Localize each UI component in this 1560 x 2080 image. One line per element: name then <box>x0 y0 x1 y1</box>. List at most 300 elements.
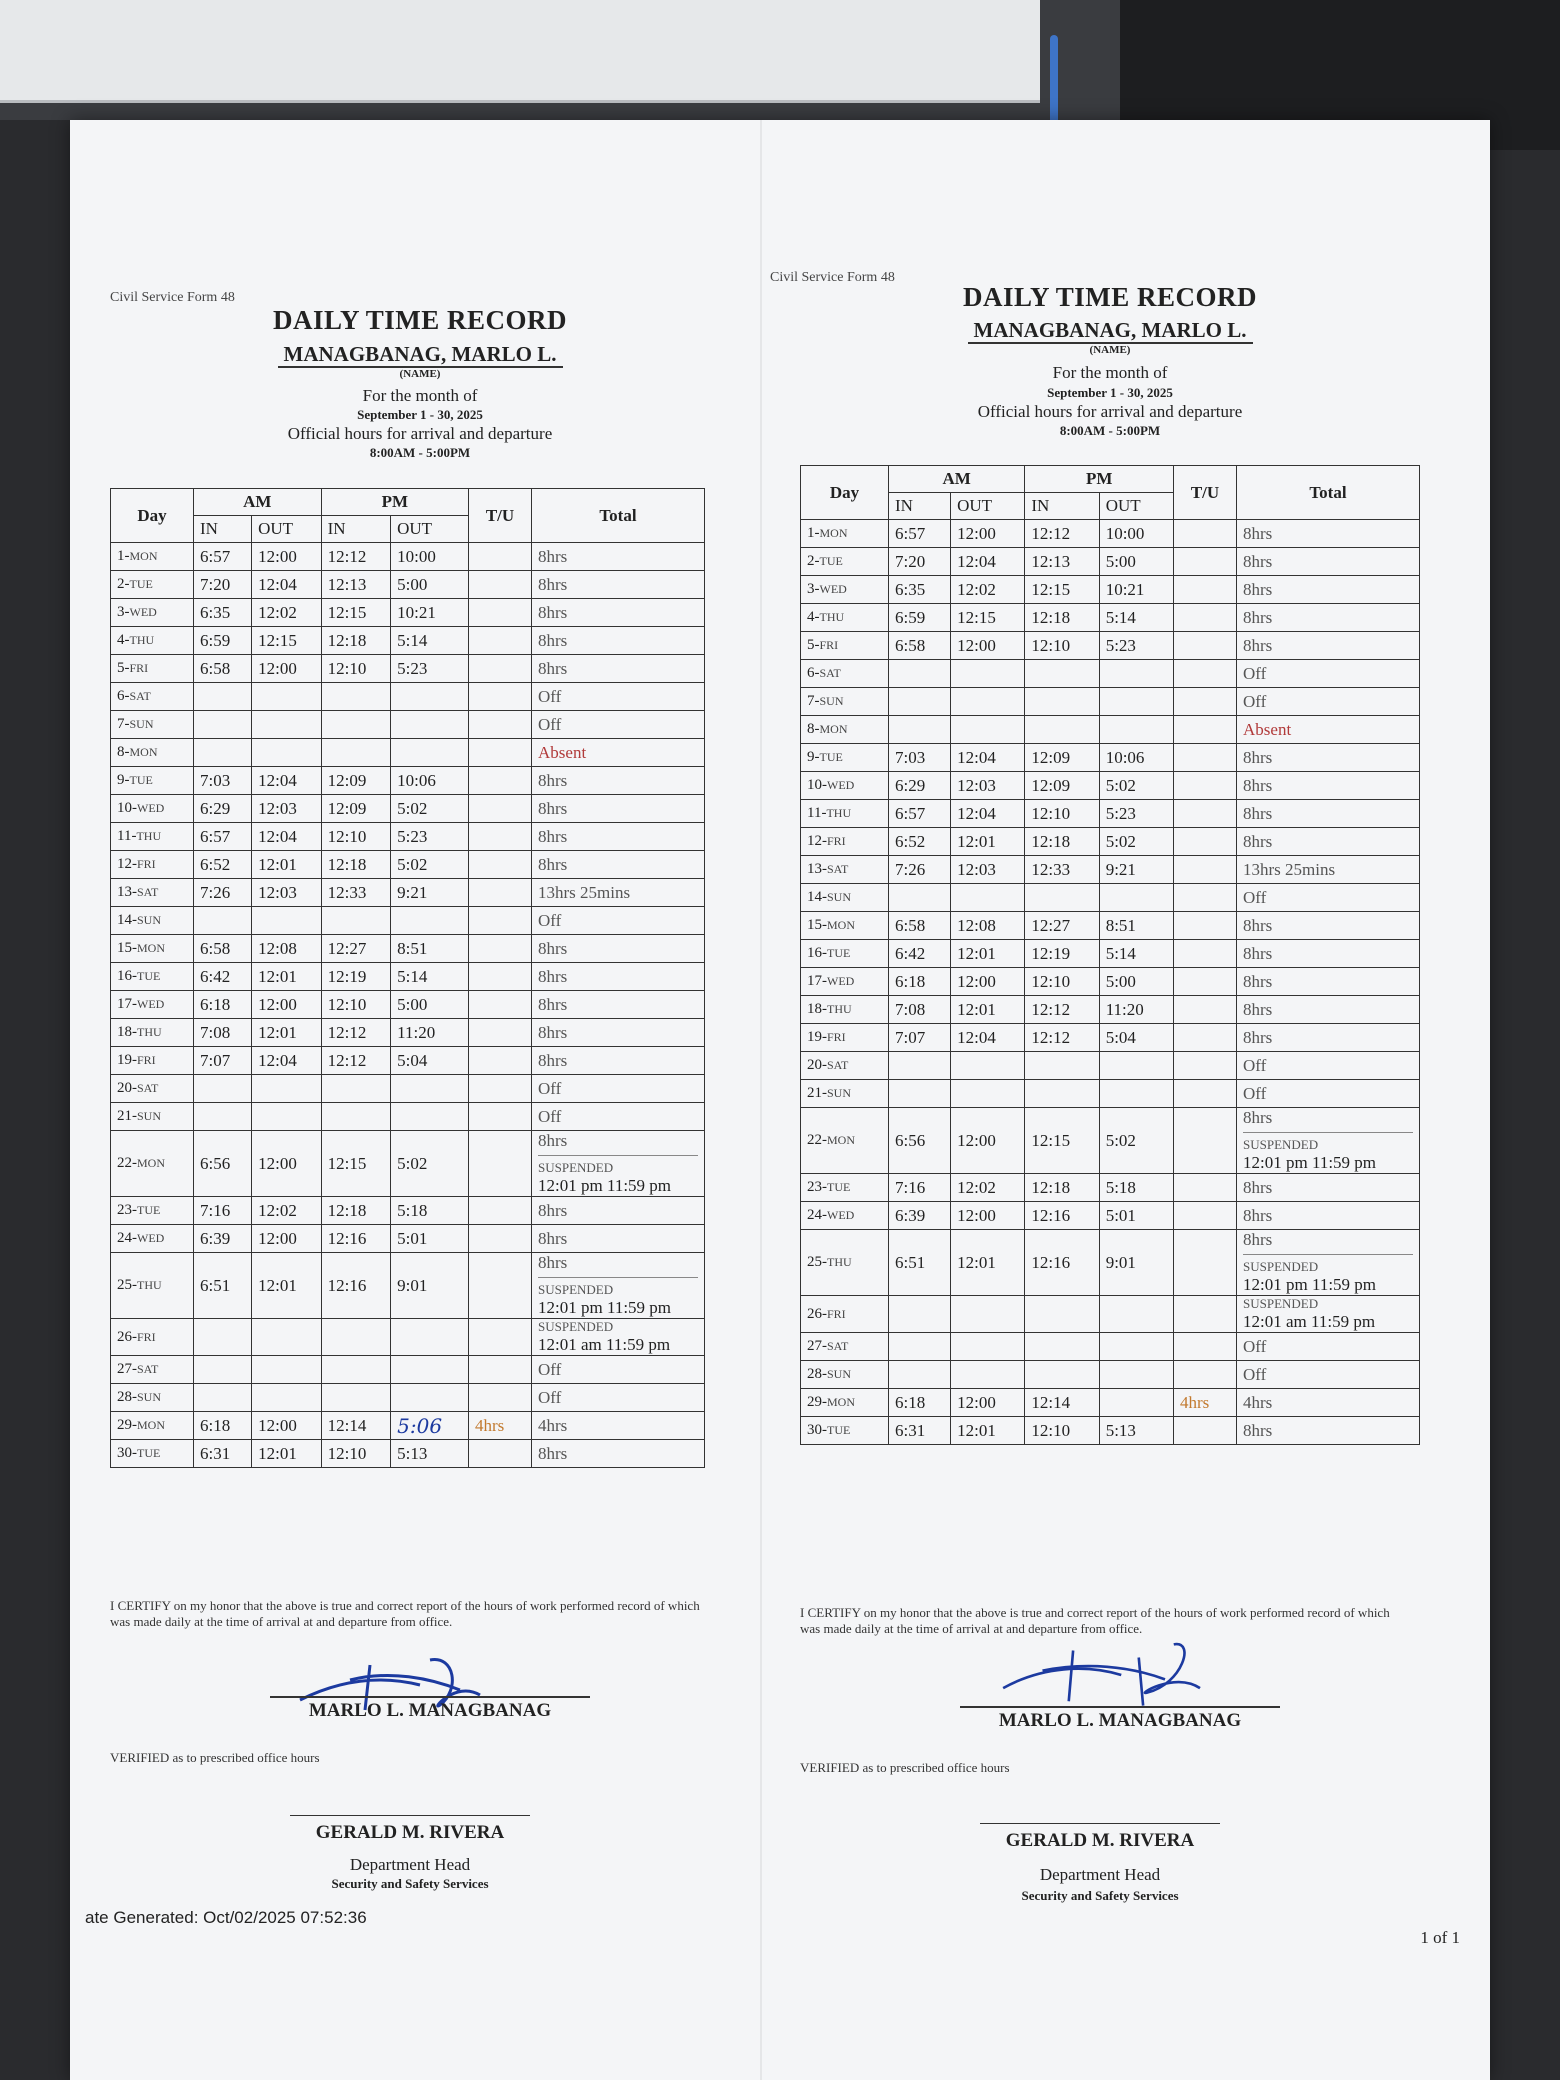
am-in-cell: 6:35 <box>889 576 951 604</box>
am-out-cell: 12:00 <box>252 543 322 571</box>
pm-out-cell <box>1099 1296 1173 1333</box>
am-in-cell <box>194 907 252 935</box>
header-day: Day <box>801 466 889 520</box>
am-in-cell <box>889 1333 951 1361</box>
am-out-cell <box>252 1319 322 1356</box>
pm-in-cell: 12:09 <box>321 767 391 795</box>
suspended-time: 12:01 am 11:59 pm <box>1243 1312 1376 1331</box>
table-row <box>111 711 705 739</box>
am-in-cell: 7:16 <box>889 1174 951 1202</box>
table-row <box>111 795 705 823</box>
pm-in-cell <box>321 1075 391 1103</box>
suspended-label: SUSPENDED <box>538 1282 614 1297</box>
tu-cell <box>469 1225 532 1253</box>
total-cell: 8hrs <box>1237 632 1420 660</box>
dtr-table <box>110 488 705 1468</box>
signatory-name: MARLO L. MANAGBANAG <box>960 1706 1280 1732</box>
pm-in-cell: 12:16 <box>1025 1202 1099 1230</box>
header-total: Total <box>532 489 705 543</box>
am-out-cell: 12:04 <box>252 571 322 599</box>
header-pm-out: OUT <box>1099 493 1173 520</box>
table-row <box>111 739 705 767</box>
am-in-cell: 6:42 <box>194 963 252 991</box>
pm-in-cell <box>321 739 391 767</box>
department-head-position: Department Head <box>349 1855 471 1874</box>
tu-cell <box>469 627 532 655</box>
pm-out-cell <box>391 1319 469 1356</box>
am-in-cell: 6:51 <box>194 1253 252 1319</box>
suspended-label: SUSPENDED <box>538 1319 614 1334</box>
table-row <box>801 1296 1420 1333</box>
pm-out-cell <box>1099 1052 1173 1080</box>
signatory-name: MARLO L. MANAGBANAG <box>270 1696 590 1722</box>
table-row <box>111 1412 705 1440</box>
pm-out-cell: 11:20 <box>391 1019 469 1047</box>
pm-out-cell: 5:02 <box>1099 1108 1173 1174</box>
table-row <box>801 1361 1420 1389</box>
am-out-cell: 12:04 <box>252 1047 322 1075</box>
tu-cell <box>1174 940 1237 968</box>
day-cell: 25-THU <box>111 1253 194 1319</box>
am-out-cell: 12:00 <box>252 991 322 1019</box>
suspended-time: 12:01 am 11:59 pm <box>538 1335 671 1354</box>
pm-out-cell: 5:02 <box>1099 828 1173 856</box>
tu-cell <box>1174 576 1237 604</box>
total-cell: Off <box>532 1384 705 1412</box>
pm-in-cell: 12:13 <box>1025 548 1099 576</box>
day-cell: 14-SUN <box>111 907 194 935</box>
day-cell: 5-FRI <box>801 632 889 660</box>
total-cell: 4hrs <box>532 1412 705 1440</box>
am-out-cell <box>951 1052 1025 1080</box>
pm-out-cell: 5:14 <box>1099 604 1173 632</box>
pm-in-cell: 12:09 <box>1025 744 1099 772</box>
pm-out-cell: 10:21 <box>391 599 469 627</box>
am-in-cell <box>194 1384 252 1412</box>
date-generated: ate Generated: Oct/02/2025 07:52:36 <box>85 1908 367 1927</box>
am-out-cell <box>951 1296 1025 1333</box>
day-cell: 12-FRI <box>801 828 889 856</box>
pm-out-cell: 5:23 <box>1099 632 1173 660</box>
day-cell: 11-THU <box>801 800 889 828</box>
department-head-position: Department Head <box>1039 1865 1161 1884</box>
am-out-cell <box>252 683 322 711</box>
dtr-panel-left <box>85 120 730 2080</box>
am-out-cell: 12:03 <box>951 772 1025 800</box>
pm-in-cell <box>1025 1052 1099 1080</box>
pm-in-cell: 12:18 <box>1025 604 1099 632</box>
verified-text: VERIFIED as to prescribed office hours <box>800 1760 1010 1775</box>
pm-out-cell: 5:18 <box>1099 1174 1173 1202</box>
pm-in-cell <box>1025 660 1099 688</box>
am-out-cell: 12:04 <box>951 1024 1025 1052</box>
pm-out-cell: 5:23 <box>1099 800 1173 828</box>
am-in-cell <box>889 1080 951 1108</box>
pm-out-cell: 5:04 <box>1099 1024 1173 1052</box>
pm-in-cell: 12:27 <box>1025 912 1099 940</box>
pm-in-cell <box>1025 1361 1099 1389</box>
am-in-cell: 6:57 <box>889 800 951 828</box>
period: September 1 - 30, 2025 <box>1047 385 1173 400</box>
name-caption: (NAME) <box>399 368 441 380</box>
official-hours-value: 8:00AM - 5:00PM <box>1059 423 1161 438</box>
am-out-cell <box>951 1361 1025 1389</box>
am-in-cell: 6:18 <box>194 1412 252 1440</box>
tu-cell <box>469 767 532 795</box>
pm-out-cell <box>391 907 469 935</box>
table-row <box>801 632 1420 660</box>
pm-out-cell: 5:14 <box>391 627 469 655</box>
am-out-cell: 12:00 <box>252 1225 322 1253</box>
table-row <box>111 1253 705 1319</box>
pm-in-cell: 12:12 <box>1025 1024 1099 1052</box>
total-cell: 8hrs <box>1237 520 1420 548</box>
day-cell: 18-THU <box>801 996 889 1024</box>
am-in-cell: 7:20 <box>889 548 951 576</box>
tu-cell <box>1174 772 1237 800</box>
am-in-cell: 6:42 <box>889 940 951 968</box>
total-cell: 8hrs <box>532 571 705 599</box>
tu-cell <box>1174 884 1237 912</box>
tu-cell <box>1174 1230 1237 1296</box>
am-in-cell: 6:59 <box>194 627 252 655</box>
total-cell: Absent <box>532 739 705 767</box>
table-row <box>801 1417 1420 1445</box>
table-row <box>801 716 1420 744</box>
am-out-cell: 12:01 <box>951 828 1025 856</box>
am-out-cell: 12:00 <box>951 1202 1025 1230</box>
am-out-cell: 12:00 <box>951 968 1025 996</box>
am-in-cell: 7:03 <box>889 744 951 772</box>
day-cell: 6-SAT <box>111 683 194 711</box>
tu-cell <box>469 683 532 711</box>
am-out-cell <box>252 907 322 935</box>
table-row <box>801 520 1420 548</box>
pm-in-cell <box>321 907 391 935</box>
am-in-cell: 7:08 <box>889 996 951 1024</box>
total-cell: 8hrs <box>1237 940 1420 968</box>
day-cell: 11-THU <box>111 823 194 851</box>
table-row <box>111 1103 705 1131</box>
handwritten-time: 5:06 <box>397 1413 443 1438</box>
pm-in-cell <box>1025 1296 1099 1333</box>
day-cell: 18-THU <box>111 1019 194 1047</box>
day-cell: 17-WED <box>111 991 194 1019</box>
am-in-cell: 6:18 <box>889 968 951 996</box>
am-in-cell <box>889 1052 951 1080</box>
day-cell: 5-FRI <box>111 655 194 683</box>
form-number: Civil Service Form 48 <box>110 290 235 305</box>
pm-in-cell <box>1025 884 1099 912</box>
table-row <box>111 879 705 907</box>
table-row <box>801 1052 1420 1080</box>
am-in-cell <box>889 660 951 688</box>
pm-out-cell: 5:18 <box>391 1197 469 1225</box>
tu-cell <box>469 1253 532 1319</box>
day-cell: 2-TUE <box>801 548 889 576</box>
day-cell: 29-MON <box>111 1412 194 1440</box>
header-pm: PM <box>1025 466 1174 493</box>
day-cell: 26-FRI <box>801 1296 889 1333</box>
am-out-cell: 12:08 <box>252 935 322 963</box>
am-in-cell <box>194 1103 252 1131</box>
total-cell: Off <box>1237 1052 1420 1080</box>
department-head-name: GERALD M. RIVERA <box>290 1815 530 1844</box>
total-cell: Off <box>1237 688 1420 716</box>
table-row <box>801 1389 1420 1417</box>
table-row <box>111 851 705 879</box>
total-cell: 8hrs <box>532 795 705 823</box>
am-in-cell: 6:58 <box>889 632 951 660</box>
day-cell: 27-SAT <box>801 1333 889 1361</box>
day-cell: 15-MON <box>111 935 194 963</box>
table-row <box>111 1197 705 1225</box>
total-cell: 8hrs <box>1237 1202 1420 1230</box>
pm-in-cell: 12:18 <box>1025 828 1099 856</box>
day-cell: 24-WED <box>801 1202 889 1230</box>
pm-in-cell: 12:14 <box>321 1412 391 1440</box>
am-in-cell: 6:29 <box>889 772 951 800</box>
pm-out-cell <box>391 1412 469 1440</box>
pm-in-cell: 12:16 <box>1025 1230 1099 1296</box>
pm-in-cell: 12:16 <box>321 1253 391 1319</box>
name-caption: (NAME) <box>1089 344 1131 356</box>
table-row <box>111 543 705 571</box>
pm-out-cell: 5:14 <box>391 963 469 991</box>
am-in-cell: 7:03 <box>194 767 252 795</box>
suspended-time: 12:01 pm 11:59 pm <box>538 1176 672 1195</box>
pm-in-cell: 12:10 <box>1025 968 1099 996</box>
total-cell: 8hrs <box>1237 968 1420 996</box>
table-row <box>111 1047 705 1075</box>
pm-in-cell: 12:09 <box>1025 772 1099 800</box>
table-row <box>111 907 705 935</box>
header-am-out: OUT <box>951 493 1025 520</box>
am-in-cell: 6:57 <box>194 823 252 851</box>
am-out-cell <box>951 1333 1025 1361</box>
total-cell: 8hrs <box>532 1225 705 1253</box>
am-in-cell: 6:56 <box>889 1108 951 1174</box>
day-cell: 9-TUE <box>801 744 889 772</box>
pm-out-cell: 5:01 <box>391 1225 469 1253</box>
am-out-cell: 12:04 <box>951 800 1025 828</box>
pm-in-cell <box>1025 1080 1099 1108</box>
department-head-name: GERALD M. RIVERA <box>980 1823 1220 1852</box>
am-out-cell: 12:02 <box>951 576 1025 604</box>
page-number: 1 of 1 <box>1420 1928 1460 1947</box>
total-cell: 8hrs <box>532 655 705 683</box>
total-cell <box>1237 1296 1420 1333</box>
pm-out-cell: 5:02 <box>1099 772 1173 800</box>
official-hours-label: Official hours for arrival and departure <box>287 424 553 443</box>
tu-cell <box>469 1047 532 1075</box>
pm-in-cell: 12:33 <box>321 879 391 907</box>
table-row <box>801 1174 1420 1202</box>
table-row <box>801 996 1420 1024</box>
am-out-cell <box>951 688 1025 716</box>
pm-out-cell: 5:02 <box>391 1131 469 1197</box>
tu-cell <box>469 1197 532 1225</box>
suspended-time: 12:01 pm 11:59 pm <box>1243 1275 1377 1294</box>
fold-line <box>760 120 762 2080</box>
am-out-cell: 12:15 <box>951 604 1025 632</box>
table-row <box>111 991 705 1019</box>
pm-in-cell: 12:09 <box>321 795 391 823</box>
total-cell: 8hrs <box>532 767 705 795</box>
tu-cell <box>469 1319 532 1356</box>
total-cell: 8hrs <box>532 543 705 571</box>
am-in-cell: 7:07 <box>194 1047 252 1075</box>
tu-cell <box>1174 856 1237 884</box>
tu-cell <box>469 1356 532 1384</box>
table-row <box>111 963 705 991</box>
pm-in-cell: 12:10 <box>321 655 391 683</box>
pm-in-cell <box>321 1319 391 1356</box>
am-in-cell <box>194 1356 252 1384</box>
tu-cell <box>1174 1052 1237 1080</box>
total-cell: Absent <box>1237 716 1420 744</box>
table-row <box>111 655 705 683</box>
pm-out-cell <box>391 1384 469 1412</box>
am-in-cell: 7:08 <box>194 1019 252 1047</box>
am-in-cell <box>889 1296 951 1333</box>
employee-name: MANAGBANAG, MARLO L. <box>800 318 1420 343</box>
table-row <box>111 1225 705 1253</box>
total-cell: 8hrs <box>1237 548 1420 576</box>
tu-cell <box>1174 632 1237 660</box>
table-row <box>801 1202 1420 1230</box>
pm-out-cell <box>1099 1389 1173 1417</box>
pm-in-cell: 12:19 <box>321 963 391 991</box>
suspended-label: SUSPENDED <box>1243 1296 1319 1311</box>
header-pm: PM <box>321 489 468 516</box>
total-cell: Off <box>532 1356 705 1384</box>
day-cell: 10-WED <box>111 795 194 823</box>
tu-cell <box>469 711 532 739</box>
pm-out-cell: 9:21 <box>1099 856 1173 884</box>
pm-in-cell: 12:12 <box>321 543 391 571</box>
certification-text: I CERTIFY on my honor that the above is true and correct report of the hours of work performed record of which was made daily at the time of arrival at and departure from office. <box>110 1598 700 1629</box>
document-sheet <box>70 120 1490 2080</box>
table-row <box>111 1019 705 1047</box>
table-row <box>801 1080 1420 1108</box>
tu-cell <box>469 907 532 935</box>
pm-out-cell: 5:00 <box>391 571 469 599</box>
tu-cell <box>469 571 532 599</box>
day-cell: 4-THU <box>801 604 889 632</box>
pm-out-cell <box>391 711 469 739</box>
pm-in-cell <box>1025 716 1099 744</box>
am-out-cell: 12:03 <box>252 879 322 907</box>
pm-out-cell: 5:23 <box>391 655 469 683</box>
am-out-cell <box>951 884 1025 912</box>
pm-out-cell: 5:13 <box>1099 1417 1173 1445</box>
pm-in-cell: 12:12 <box>1025 520 1099 548</box>
am-out-cell: 12:01 <box>252 963 322 991</box>
total-cell: 8hrs <box>1237 576 1420 604</box>
am-in-cell: 6:39 <box>194 1225 252 1253</box>
am-in-cell <box>889 1361 951 1389</box>
total-cell: Off <box>1237 884 1420 912</box>
department-name: Security and Safety Services <box>1021 1888 1179 1903</box>
tu-cell <box>1174 604 1237 632</box>
am-in-cell <box>194 739 252 767</box>
am-out-cell: 12:00 <box>252 1131 322 1197</box>
table-row <box>801 884 1420 912</box>
month-label: For the month of <box>362 386 478 405</box>
day-cell: 10-WED <box>801 772 889 800</box>
total-cell: 13hrs 25mins <box>532 879 705 907</box>
pm-in-cell: 12:27 <box>321 935 391 963</box>
tu-cell <box>1174 688 1237 716</box>
pm-in-cell: 12:13 <box>321 571 391 599</box>
am-out-cell <box>252 1075 322 1103</box>
day-cell: 25-THU <box>801 1230 889 1296</box>
total-cell: 8hrs <box>532 627 705 655</box>
pm-in-cell: 12:10 <box>321 1440 391 1468</box>
day-cell: 26-FRI <box>111 1319 194 1356</box>
pm-out-cell: 5:00 <box>1099 548 1173 576</box>
pm-in-cell <box>321 1103 391 1131</box>
document-title: DAILY TIME RECORD <box>962 282 1258 312</box>
am-in-cell <box>194 1319 252 1356</box>
day-cell: 8-MON <box>111 739 194 767</box>
pm-in-cell: 12:15 <box>1025 576 1099 604</box>
am-in-cell <box>889 688 951 716</box>
total-cell: 8hrs <box>532 1440 705 1468</box>
table-row <box>111 1440 705 1468</box>
day-cell: 20-SAT <box>801 1052 889 1080</box>
am-out-cell <box>252 1103 322 1131</box>
signature <box>970 1640 1290 1710</box>
am-out-cell: 12:01 <box>252 1019 322 1047</box>
pm-in-cell: 12:14 <box>1025 1389 1099 1417</box>
pm-in-cell: 12:18 <box>321 627 391 655</box>
tu-cell <box>469 851 532 879</box>
pm-out-cell <box>391 1103 469 1131</box>
table-row <box>801 968 1420 996</box>
tu-cell <box>1174 912 1237 940</box>
day-cell: 27-SAT <box>111 1356 194 1384</box>
day-cell: 13-SAT <box>801 856 889 884</box>
suspended-time: 12:01 pm 11:59 pm <box>538 1298 672 1317</box>
day-cell: 8-MON <box>801 716 889 744</box>
header-am: AM <box>194 489 322 516</box>
tu-cell <box>1174 1202 1237 1230</box>
am-out-cell: 12:04 <box>951 548 1025 576</box>
pm-out-cell: 5:14 <box>1099 940 1173 968</box>
total-cell: 8hrs <box>532 823 705 851</box>
day-cell: 3-WED <box>111 599 194 627</box>
total-cell: 8hrs <box>532 599 705 627</box>
pm-out-cell: 5:13 <box>391 1440 469 1468</box>
pm-out-cell: 10:00 <box>1099 520 1173 548</box>
total-cell: 8hrs <box>1237 1417 1420 1445</box>
am-out-cell: 12:01 <box>252 851 322 879</box>
tu-cell <box>469 1131 532 1197</box>
table-row <box>111 767 705 795</box>
am-out-cell: 12:02 <box>252 1197 322 1225</box>
tu-cell <box>469 655 532 683</box>
day-cell: 21-SUN <box>111 1103 194 1131</box>
header-day: Day <box>111 489 194 543</box>
am-in-cell: 6:52 <box>194 851 252 879</box>
tu-cell <box>1174 548 1237 576</box>
am-in-cell <box>194 683 252 711</box>
am-in-cell <box>889 716 951 744</box>
day-cell: 22-MON <box>801 1108 889 1174</box>
tu-cell <box>1174 1080 1237 1108</box>
